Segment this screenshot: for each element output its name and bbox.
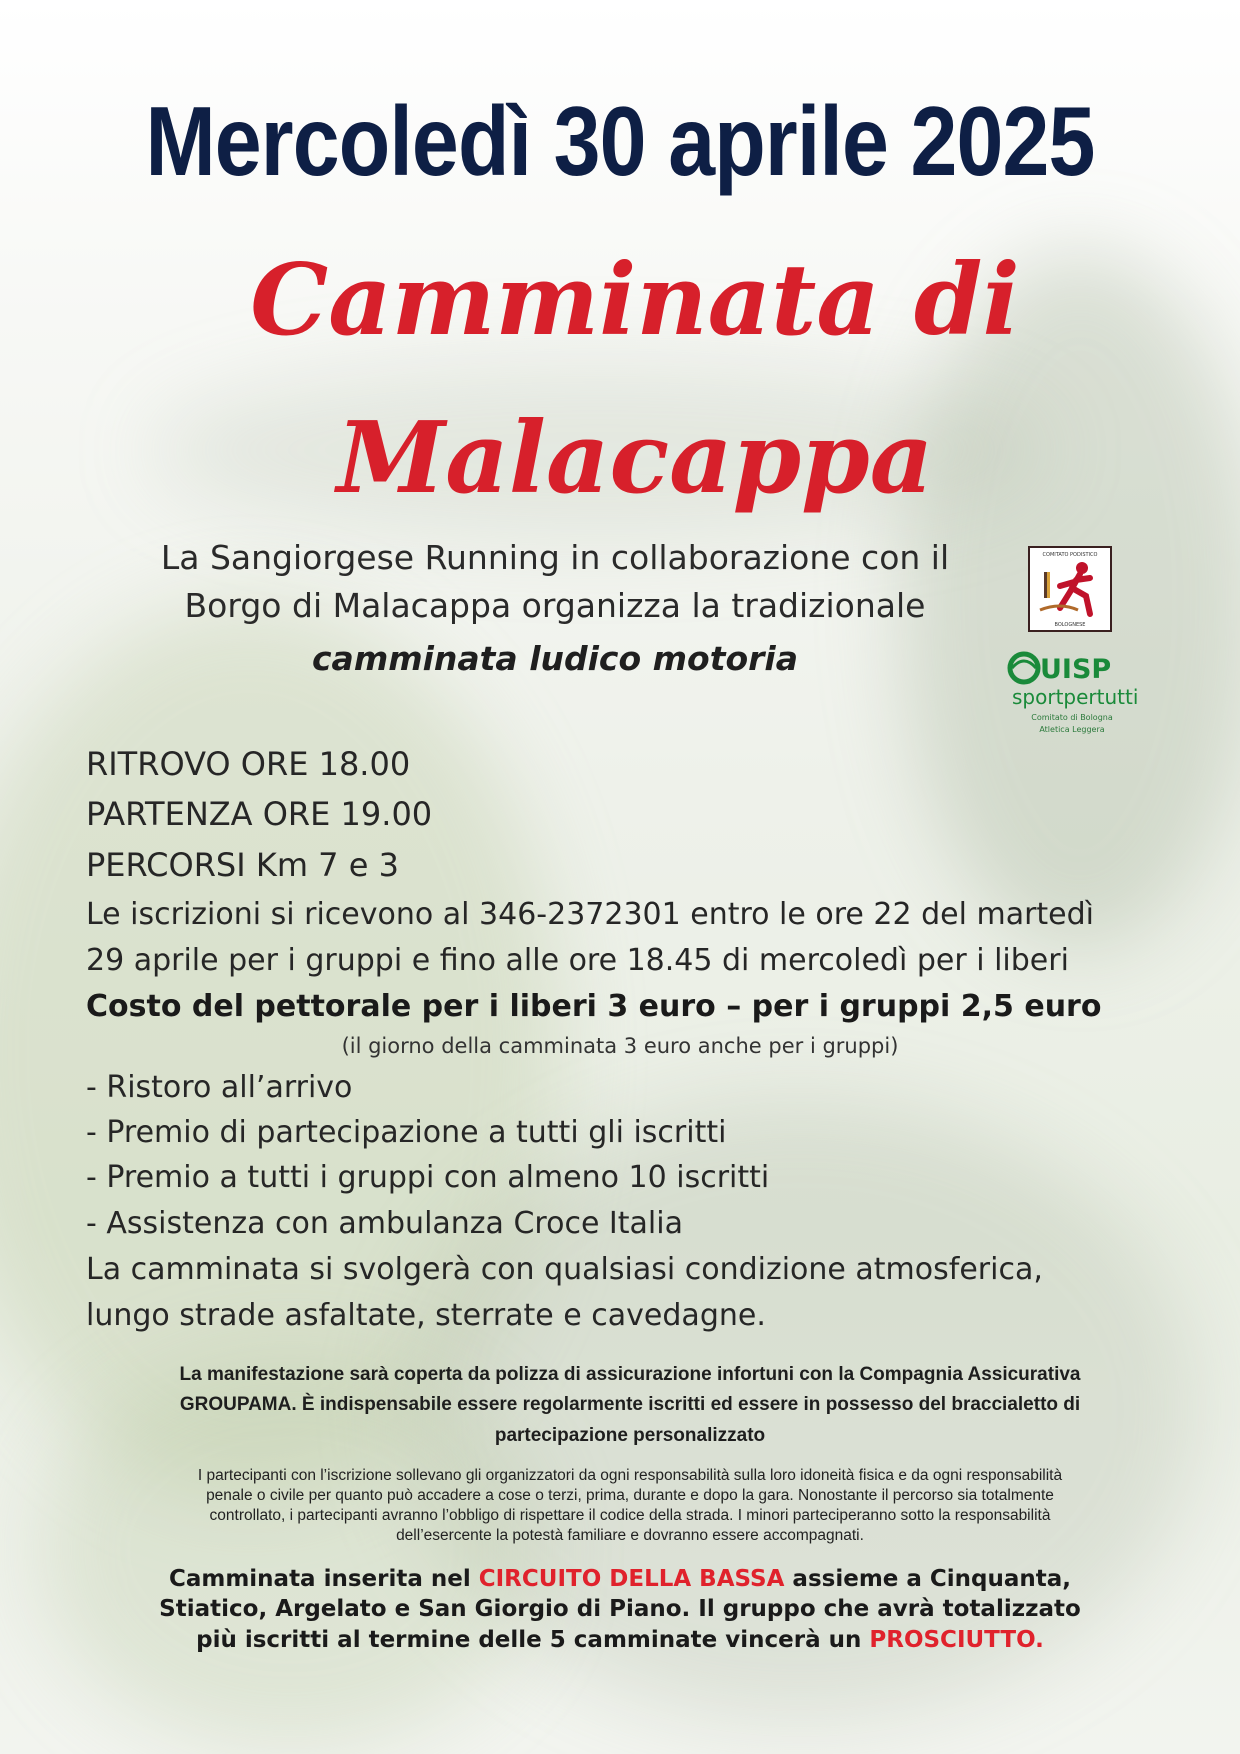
circuit-line3: più iscritti al termine delle 5 camminate vincerà un PROSCIUTTO.	[196, 1626, 1044, 1653]
uisp-logo-name: UISP	[1040, 654, 1112, 685]
list-item: - Premio a tutti i gruppi con almeno 10 iscritti	[86, 1160, 770, 1195]
cost-line: Costo del pettorale per i liberi 3 euro – per i gruppi 2,5 euro	[86, 989, 1102, 1024]
ritrovo-time: RITROVO ORE 18.00	[86, 745, 411, 783]
circuit-name: CIRCUITO DELLA BASSA	[478, 1566, 785, 1592]
event-name-line1: Camminata di	[250, 243, 1020, 358]
iscrizioni-line2: 29 aprile per i gruppi e fino alle ore 18.45 di mercoledì per i liberi	[86, 943, 1069, 978]
partenza-time: PARTENZA ORE 19.00	[86, 795, 433, 833]
insurance-line3: partecipazione personalizzato	[494, 1424, 766, 1446]
event-date-title: Mercoledì 30 aprile 2025	[145, 86, 1095, 196]
list-item: - Assistenza con ambulanza Croce Italia	[86, 1206, 683, 1241]
intro-line1: La Sangiorgese Running in collaborazione con il	[160, 538, 950, 577]
responsibility-line1: I partecipanti con l’iscrizione sollevano gli organizzatori da ogni responsabilità sulla loro idoneità fisica e da ogni responsabilità	[197, 1467, 1063, 1484]
circuit-line1: Camminata inserita nel CIRCUITO DELLA BASSA assieme a Cinquanta,	[168, 1566, 1072, 1592]
weather-line2: lungo strade asfaltate, sterrate e cavedagne.	[86, 1298, 766, 1333]
circuit-announcement	[70, 1564, 1170, 1655]
circuit-line2: Stiatico, Argelato e San Giorgio di Piano. Il gruppo che avrà totalizzato	[159, 1596, 1081, 1623]
responsibility-disclaimer	[100, 1466, 1160, 1547]
insurance-line2: GROUPAMA. È indispensabile essere regolarmente iscritti ed essere in possesso del braccialetto di	[179, 1394, 1081, 1416]
committee-logo-bottom-text: BOLOGNESE	[1054, 622, 1086, 628]
committee-logo-top-text: COMITATO PODISTICO	[1042, 552, 1098, 558]
percorsi-distances: PERCORSI Km 7 e 3	[86, 846, 399, 884]
uisp-logo-sub2: Atletica Leggera	[1039, 725, 1105, 734]
intro-line2: Borgo di Malacappa organizza la tradizionale	[184, 586, 926, 625]
insurance-notice	[110, 1360, 1150, 1451]
responsibility-line2: penale o civile per quanto può accadere a cose o terzi, prima, durante e dopo la gara. Nonostante il percorso sia totalmente	[206, 1487, 1054, 1505]
uisp-logo-sub1: Comitato di Bologna	[1031, 713, 1113, 722]
intro-line3: camminata ludico motoria	[311, 639, 799, 678]
responsibility-line4: dell’esercente la potestà familiare e dovranno essere accompagnati.	[396, 1527, 864, 1545]
prize-name: PROSCIUTTO.	[869, 1626, 1044, 1653]
uisp-logo-icon	[1002, 648, 1142, 738]
responsibility-line3: controllato, i partecipanti avranno l’obbligo di rispettare il codice della strada. I minori parteciperanno sotto la responsabilità	[209, 1507, 1051, 1525]
list-item: - Premio di partecipazione a tutti gli iscritti	[86, 1115, 727, 1150]
iscrizioni-line1: Le iscrizioni si ricevono al 346-2372301 entro le ore 22 del martedì	[86, 897, 1095, 932]
event-name-line2: Malacappa	[336, 401, 934, 516]
insurance-line1: La manifestazione sarà coperta da polizza di assicurazione infortuni con la Compagnia Assicurativa	[179, 1364, 1081, 1385]
cost-note: (il giorno della camminata 3 euro anche per i gruppi)	[341, 1034, 899, 1058]
weather-line1: La camminata si svolgerà con qualsiasi condizione atmosferica,	[86, 1252, 1043, 1287]
runner-logo-icon	[1028, 546, 1112, 632]
uisp-logo-tagline: sportpertutti	[1012, 685, 1139, 709]
list-item: - Ristoro all’arrivo	[86, 1070, 353, 1105]
